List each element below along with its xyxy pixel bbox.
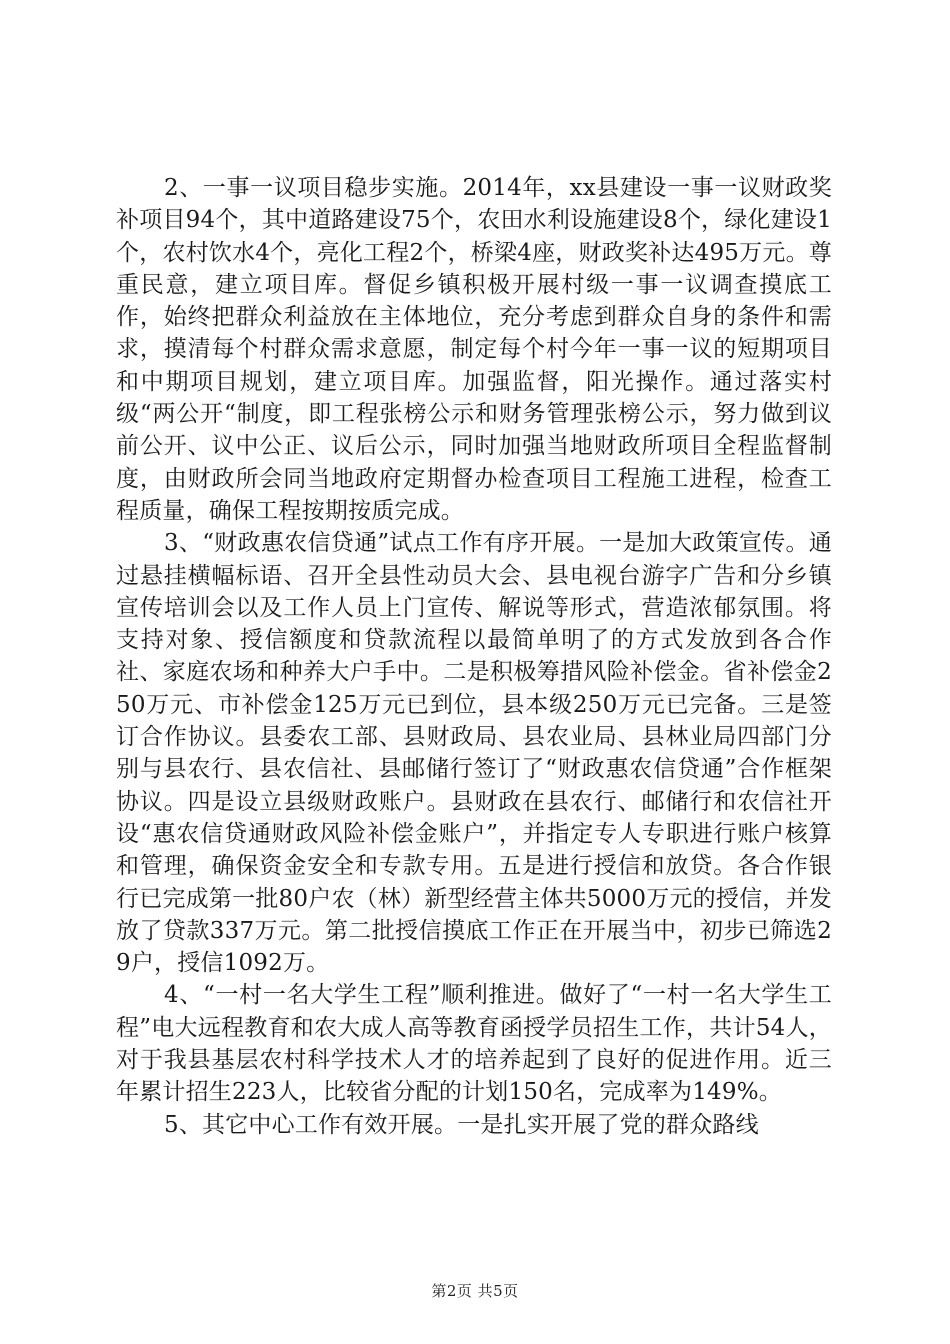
document-body — [116, 172, 832, 1141]
page-number-footer: 第2页 共5页 — [431, 1282, 519, 1300]
paragraph-item-5: 5、其它中心工作有效开展。一是扎实开展了党的群众路线 — [164, 1111, 759, 1138]
paragraph-item-3: 3、“财政惠农信贷通”试点工作有序开展。一是加大政策宣传。通过悬挂横幅标语、召开全县性动员大会、县电视台游字广告和分乡镇宣传培训会以及工作人员上门宣传、解说等形式，营造浓郁氛围。将支持对象、授信额度和贷款流程以最简单明了的方式发放到各合作社、家庭农场和种养大户手中。二是积极筹措风险补偿金。省补偿金250万元、市补偿金125万元已到位，县本级250万元已完备。三是签订合作协议。县委农工部、县财政局、县农业局、县林业局四部门分别与县农行、县农信社、县邮储行签订了“财政惠农信贷通”合作框架协议。四是设立县级财政账户。县财政在县农行、邮储行和农信社开设“惠农信贷通财政风险补偿金账户”，并指定专人专职进行账户核算和管理，确保资金安全和专款专用。五是进行授信和放贷。各合作银行已完成第一批80户农（林）新型经营主体共5000万元的授信，并发放了贷款337万元。第二批授信摸底工作正在开展当中，初步已筛选29户，授信1092万。 — [116, 530, 832, 977]
paragraph-item-2: 2、一事一议项目稳步实施。2014年，xx县建设一事一议财政奖补项目94个，其中道路建设75个，农田水利设施建设8个，绿化建设1个，农村饮水4个，亮化工程2个，桥梁4座，财政奖补达495万元。尊重民意，建立项目库。督促乡镇积极开展村级一事一议调查摸底工作，始终把群众利益放在主体地位，充分考虑到群众自身的条件和需求，摸清每个村群众需求意愿，制定每个村今年一事一议的短期项目和中期项目规划，建立项目库。加强监督，阳光操作。通过落实村级“两公开“制度，即工程张榜公示和财务管理张榜公示，努力做到议前公开、议中公正、议后公示，同时加强当地财政所项目全程监督制度，由财政所会同当地政府定期督办检查项目工程施工进程，检查工程质量，确保工程按期按质完成。 — [116, 175, 832, 524]
paragraph-item-4: 4、“一村一名大学生工程”顺利推进。做好了“一村一名大学生工程”电大远程教育和农大成人高等教育函授学员招生工作，共计54人，对于我县基层农村科学技术人才的培养起到了良好的促进作用。近三年累计招生223人，比较省分配的计划150名，完成率为149%。 — [116, 982, 832, 1106]
